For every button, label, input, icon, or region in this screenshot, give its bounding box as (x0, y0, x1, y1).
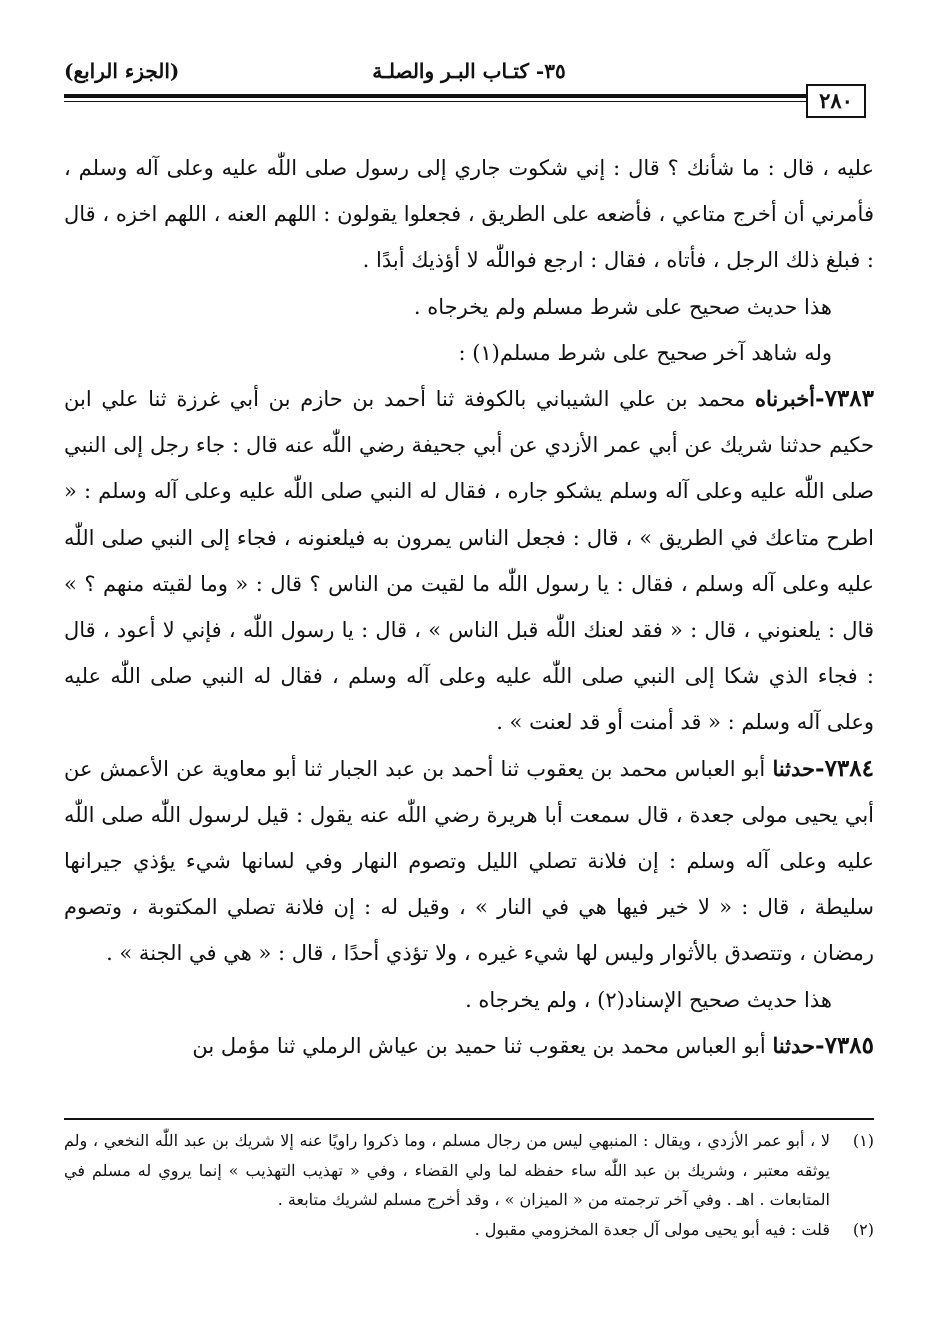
main-text (64, 145, 874, 1069)
footnote-rule (64, 1118, 874, 1120)
running-header (64, 55, 874, 95)
hadith-7385 (64, 1023, 874, 1069)
hadith-keyword: حدثنا (772, 755, 816, 781)
paragraph-grading: هذا حديث صحيح على شرط مسلم ولم يخرجاه . (413, 294, 832, 319)
footnotes (64, 1126, 874, 1244)
footnote-1 (64, 1126, 874, 1215)
hadith-number: ٧٣٨٣- (815, 385, 874, 413)
page-number: ٢٨٠ (806, 84, 866, 118)
hadith-7383 (64, 376, 874, 746)
hadith-text: أبو العباس محمد بن يعقوب ثنا أحمد بن عبد الجبار ثنا أبو معاوية عن الأعمش عن أبي يحيى مولى جعدة ، قال سمعت أبا هريرة رضي اللّٰه عنه يقول : قيل لرسول اللّٰه صلى اللّٰه عليه وعلى آله وسلم : إن فلانة تصلي الليل وتصوم النهار وفي لسانها شيء يؤذي جيرانها سليطة ، قال : « لا خير فيها هي في النار » ، وقيل له : إن فلانة تصلي المكتوبة ، وتصوم رمضان ، وتتصدق بالأثوار وليس لها شيء غيره ، ولا تؤذي أحدًا ، قال : « هي في الجنة » . (64, 756, 874, 966)
paragraph-grading-2: هذا حديث صحيح الإسناد(٢) ، ولم يخرجاه . (465, 987, 832, 1012)
hadith-number: ٧٣٨٥- (815, 1031, 874, 1059)
paragraph-witness: وله شاهد آخر صحيح على شرط مسلم(١) : (458, 340, 832, 365)
footnote-mark: (١) (852, 1131, 874, 1150)
header-rule-thick (64, 94, 806, 98)
paragraph-continuation: عليه ، قال : ما شأنك ؟ قال : إني شكوت جاري إلى رسول صلى اللّٰه عليه وعلى آله وسلم ، فأمرني أن أخرج متاعي ، فأضعه على الطريق ، فجعلوا يقولون : اللهم العنه ، اللهم اخزه ، قال : فبلغ ذلك الرجل ، فأتاه ، فقال : ارجع فواللّٰه لا أؤذيك أبدًا . (64, 156, 874, 273)
footnote-2 (64, 1215, 874, 1245)
part-label: (الجزء الرابع) (64, 59, 180, 83)
hadith-text: أبو العباس محمد بن يعقوب ثنا حميد بن عياش الرملي ثنا مؤمل بن (192, 1033, 773, 1058)
header-rule-thin (64, 101, 806, 102)
footnote-mark: (٢) (852, 1219, 874, 1239)
footnote-text: قلت : فيه أبو يحيى مولى آل جعدة المخزومي مقبول . (474, 1219, 830, 1239)
book-title: ٣٥- كتـاب البـر والصلـة (372, 59, 566, 83)
hadith-7384 (64, 746, 874, 977)
hadith-keyword: أخبرناه (755, 386, 816, 412)
hadith-text: محمد بن علي الشيباني بالكوفة ثنا أحمد بن حازم بن أبي غرزة ثنا علي ابن حكيم حدثنا شريك عن أبي عمر الأزدي عن أبي جحيفة رضي اللّٰه عنه قال : جاء رجل إلى النبي صلى اللّٰه عليه وعلى آله وسلم يشكو جاره ، فقال له النبي صلى اللّٰه عليه وعلى آله وسلم : « اطرح متاعك في الطريق » ، قال : فجعل الناس يمرون به فيلعنونه ، فجاء إلى النبي صلى اللّٰه عليه وعلى آله وسلم ، فقال : يا رسول اللّٰه ما لقيت من الناس ؟ قال : « وما لقيته منهم ؟ » قال : يلعنوني ، قال : « فقد لعنك اللّٰه قبل الناس » ، قال : يا رسول اللّٰه ، فإني لا أعود ، قال : فجاء الذي شكا إلى النبي صلى اللّٰه عليه وعلى آله وسلم ، فقال له النبي صلى اللّٰه عليه وعلى آله وسلم : « قد أمنت أو قد لعنت » . (64, 387, 874, 735)
hadith-keyword: حدثنا (772, 1032, 816, 1058)
hadith-number: ٧٣٨٤- (815, 754, 874, 782)
footnote-text: لا ، أبو عمر الأزدي ، ويقال : المنبهي ليس من رجال مسلم ، وما ذكروا راويًا عنه إلا شريك بن عبد اللّٰه النخعي ، ولم يوثقه معتبر ، وشريك بن عبد اللّٰه ساء حفظه لما ولي القضاء ، وفي « تهذيب التهذيب » إنما يروي له مسلم في المتابعات . اهـ . وفي آخر ترجمته من « الميزان » ، وقد أخرج مسلم لشريك متابعة . (64, 1131, 830, 1210)
